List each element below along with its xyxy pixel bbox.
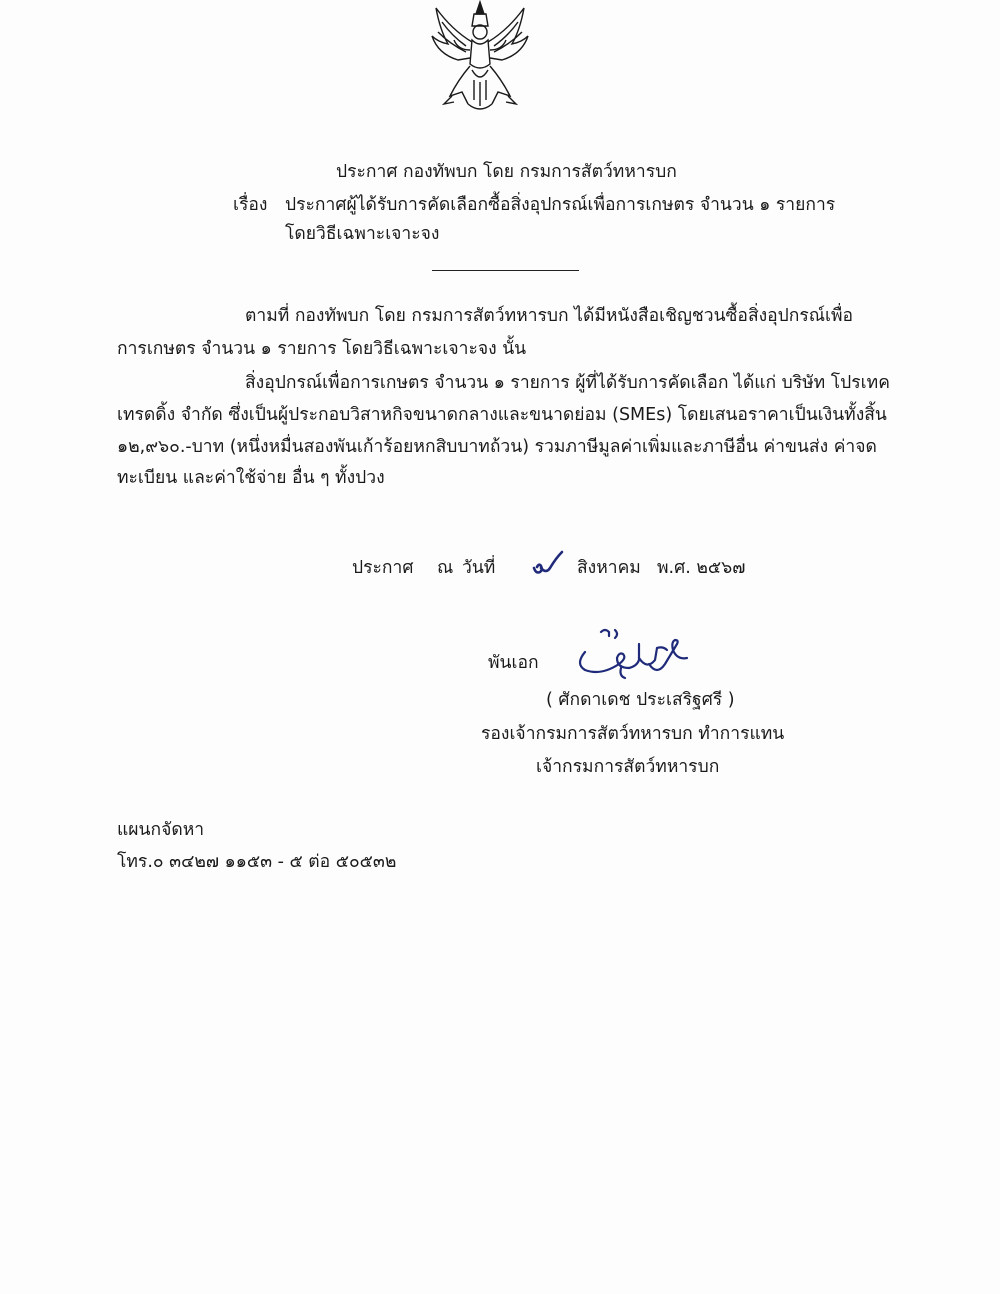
subject-text-continued: โดยวิธีเฉพาะเจาะจง: [285, 224, 440, 244]
subject-label: เรื่อง: [233, 195, 268, 215]
garuda-emblem-icon: [428, 0, 532, 116]
paragraph-2-line-4: ทะเบียน และค่าใช้จ่าย อื่น ๆ ทั้งปวง: [117, 468, 385, 488]
announce-day-label: วันที่: [462, 558, 496, 578]
divider-line: [432, 270, 579, 271]
subject-text: ประกาศผู้ได้รับการคัดเลือกซื้อสิ่งอุปกรณ์เพื่อการเกษตร จำนวน ๑ รายการ: [285, 195, 836, 215]
signatory-name: ( ศักดาเดช ประเสริฐศรี ): [546, 690, 735, 710]
signatory-position-1: รองเจ้ากรมการสัตว์ทหารบก ทำการแทน: [481, 724, 785, 744]
paragraph-1-line-1: ตามที่ กองทัพบก โดย กรมการสัตว์ทหารบก ได้มีหนังสือเชิญชวนซื้อสิ่งอุปกรณ์เพื่อ: [245, 306, 854, 326]
handwritten-day-number: [530, 548, 566, 580]
paragraph-2-line-2: เทรดดิ้ง จำกัด ซึ่งเป็นผู้ประกอบวิสาหกิจขนาดกลางและขนาดย่อม (SMEs) โดยเสนอราคาเป็นเงินทั้งสิ้น: [117, 405, 887, 425]
phone-number: โทร.๐ ๓๔๒๗ ๑๑๕๓ - ๕ ต่อ ๕๐๕๓๒: [117, 852, 397, 872]
paragraph-2-line-1: สิ่งอุปกรณ์เพื่อการเกษตร จำนวน ๑ รายการ ผู้ที่ได้รับการคัดเลือก ได้แก่ บริษัท โปรเทค: [245, 373, 890, 393]
paragraph-2-line-3: ๑๒,๙๖๐.-บาท (หนึ่งหมื่นสองพันเก้าร้อยหกสิบบาทถ้วน) รวมภาษีมูลค่าเพิ่มและภาษีอื่น ค่าขนส่ง ค่าจด: [117, 437, 877, 457]
signatory-position-2: เจ้ากรมการสัตว์ทหารบก: [536, 757, 720, 777]
announcement-title: ประกาศ กองทัพบก โดย กรมการสัตว์ทหารบก: [336, 162, 677, 182]
announce-label: ประกาศ: [352, 558, 414, 578]
announce-month: สิงหาคม: [577, 558, 641, 578]
department-name: แผนกจัดหา: [117, 820, 205, 840]
announce-year: พ.ศ. ๒๕๖๗: [657, 558, 746, 578]
announce-at: ณ: [437, 558, 454, 578]
signatory-rank: พันเอก: [488, 653, 539, 673]
handwritten-signature: [567, 624, 701, 684]
paragraph-1-line-2: การเกษตร จำนวน ๑ รายการ โดยวิธีเฉพาะเจาะจง นั้น: [117, 339, 527, 359]
